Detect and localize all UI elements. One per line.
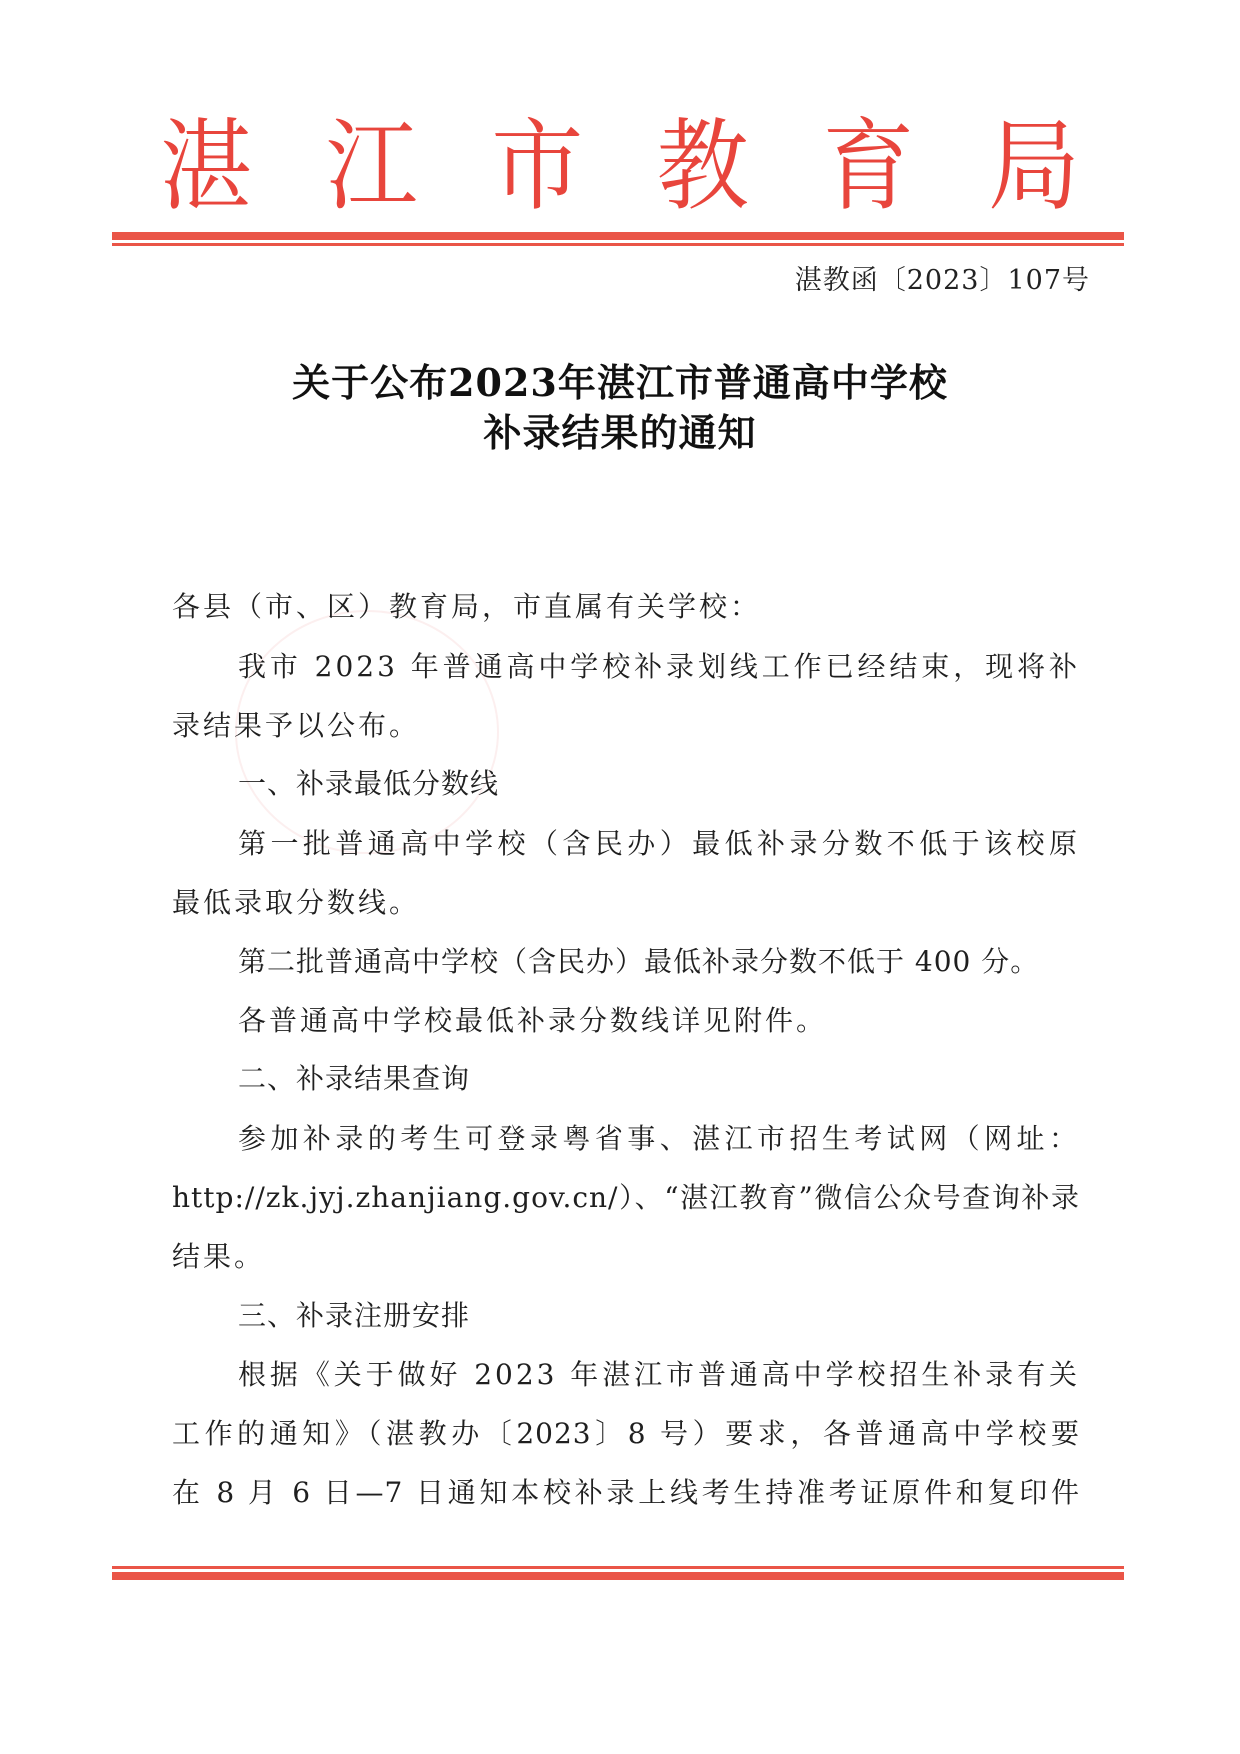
section-3-line-3: 在 8 月 6 日—7 日通知本校补录上线考生持准考证原件和复印件: [172, 1476, 1080, 1509]
section-3-line-2: 工作的通知》（湛教办〔2023〕8 号）要求，各普通高中学校要: [172, 1417, 1080, 1450]
intro-line-2: 录结果予以公布。: [172, 709, 421, 742]
section-1-paragraph-2: 第二批普通高中学校（含民办）最低补录分数不低于 400 分。: [238, 945, 1040, 978]
masthead-char: 湛: [160, 108, 253, 225]
section-1-heading: 一、补录最低分数线: [238, 767, 500, 800]
masthead-char: 江: [325, 108, 418, 225]
section-2-line-1: 参加补录的考生可登录粤省事、湛江市招生考试网（网址：: [238, 1122, 1080, 1155]
section-1-paragraph-3: 各普通高中学校最低补录分数线详见附件。: [238, 1004, 828, 1037]
masthead-char: 市: [491, 108, 584, 225]
intro-line-1: 我市 2023 年普通高中学校补录划线工作已经结束，现将补: [238, 650, 1080, 683]
masthead-char: 局: [987, 108, 1080, 225]
section-1-paragraph-1-line-1: 第一批普通高中学校（含民办）最低补录分数不低于该校原: [238, 827, 1080, 860]
section-2-heading: 二、补录结果查询: [238, 1062, 471, 1095]
document-title-line-2: 补录结果的通知: [483, 410, 757, 455]
masthead-char: 育: [822, 108, 915, 225]
section-2-line-3: 结果。: [172, 1240, 266, 1273]
header-red-divider: [112, 232, 1124, 246]
masthead-char: 教: [656, 108, 749, 225]
section-1-paragraph-1-line-2: 最低录取分数线。: [172, 886, 421, 919]
salutation: 各县（市、区）教育局，市直属有关学校：: [172, 590, 762, 623]
section-3-heading: 三、补录注册安排: [238, 1299, 471, 1332]
issuer-masthead: [160, 108, 1080, 225]
document-number: 湛教函〔2023〕107号: [794, 265, 1090, 296]
document-title-line-1: 关于公布2023年湛江市普通高中学校: [292, 360, 948, 405]
section-3-line-1: 根据《关于做好 2023 年湛江市普通高中学校招生补录有关: [238, 1358, 1080, 1391]
section-2-line-2: http://zk.jyj.zhanjiang.gov.cn/）、“湛江教育”微信公众号查询补录: [172, 1181, 1080, 1214]
footer-red-divider: [112, 1566, 1124, 1580]
